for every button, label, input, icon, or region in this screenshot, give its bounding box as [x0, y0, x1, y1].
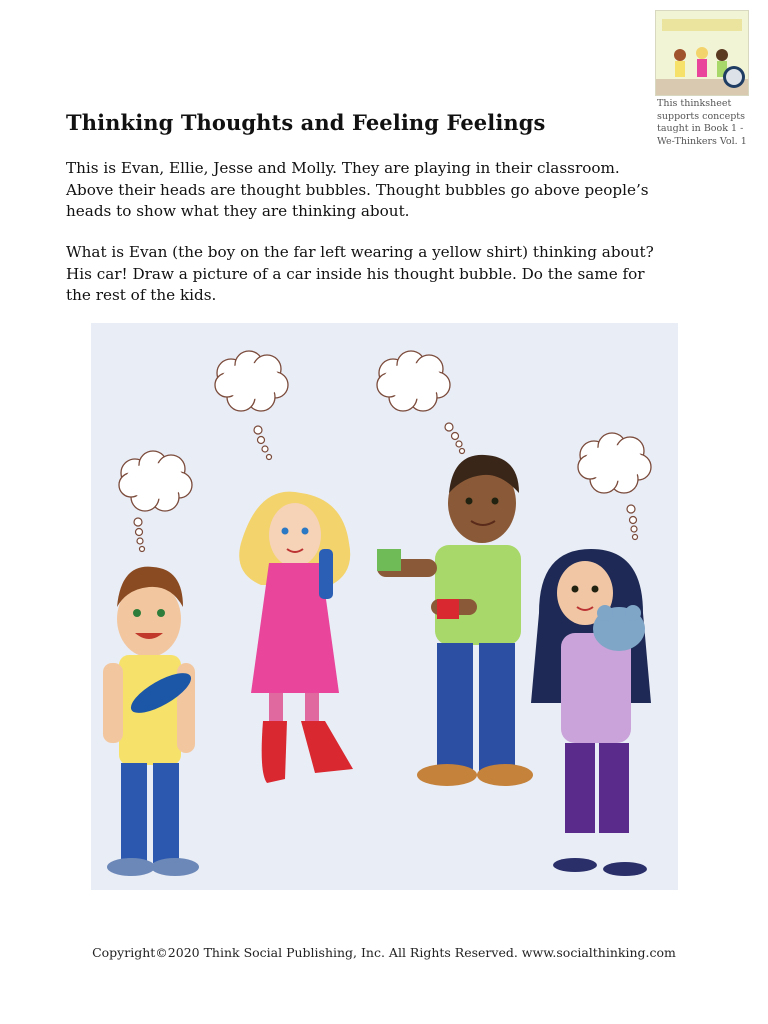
ellie-thought-bubble	[215, 351, 288, 460]
kids-illustration	[91, 323, 678, 890]
molly-thought-bubble	[578, 433, 651, 540]
book-cover-art	[656, 11, 748, 95]
evan-figure	[103, 567, 199, 876]
jesse-thought-bubble	[377, 351, 465, 454]
molly-figure	[531, 549, 651, 876]
ellie-figure	[239, 492, 353, 783]
jesse-figure	[377, 455, 533, 786]
evan-thought-bubble	[119, 451, 192, 552]
instruction-paragraph: What is Evan (the boy on the far left wearing a yellow shirt) thinking about? His car! Draw a picture of a car inside his thought bubble. Do the same for the rest of the kids.	[66, 243, 654, 304]
book-caption: This thinksheet supports concepts taught in Book 1 - We-Thinkers Vol. 1	[657, 98, 747, 147]
copyright-footer: Copyright©2020 Think Social Publishing, Inc. All Rights Reserved. www.socialthinking.com	[92, 945, 676, 960]
intro-paragraph: This is Evan, Ellie, Jesse and Molly. They are playing in their classroom. Above their heads are thought bubbles. Thought bubbles go above people’s heads to show what they are thinking about.	[66, 159, 649, 220]
page-title: Thinking Thoughts and Feeling Feelings	[66, 110, 546, 135]
book-cover-thumbnail	[655, 10, 749, 96]
